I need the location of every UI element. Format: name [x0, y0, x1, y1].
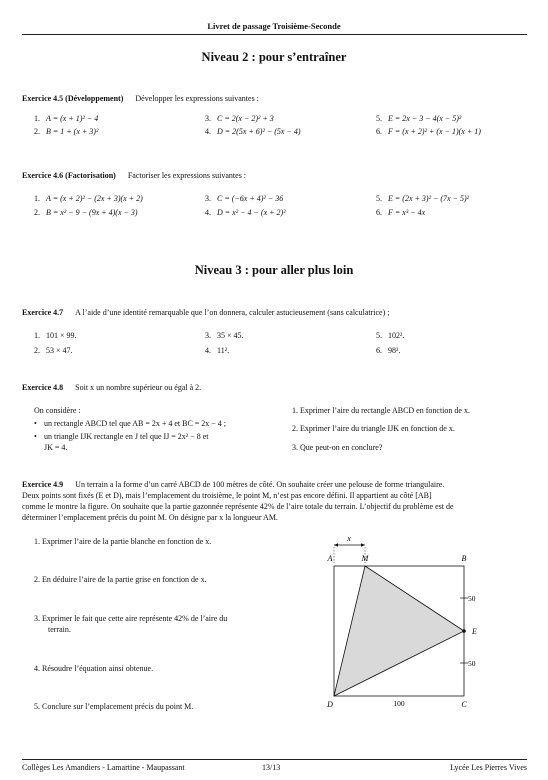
ex45-label: Exercice 4.5 (Développement)	[22, 94, 124, 103]
ex47-item-3: 3. 35 × 45.	[205, 331, 244, 340]
ex46-item-2: 2. B = x² − 9 − (9x + 4)(x − 3)	[34, 208, 138, 217]
ex48-bullet-1: • un rectangle ABCD tel que AB = 2x + 4 et BC = 2x − 4 ;	[34, 419, 227, 428]
ex45-heading	[22, 93, 527, 104]
label-d: D	[327, 700, 333, 709]
ex48-bullet-2: • un triangle IJK rectangle en J tel que IJ = 2x² − 8 et	[34, 432, 209, 441]
ex46-heading	[22, 170, 527, 181]
grey-triangle	[334, 566, 464, 696]
ex47-item-5: 5. 102².	[376, 331, 405, 340]
ex46-item-3: 3. C = (−6x + 4)² − 36	[205, 194, 284, 203]
ex48-consider: On considère :	[34, 406, 81, 415]
header-divider	[22, 34, 527, 35]
ex49-question-3: 3. Exprimer le fait que cette aire représente 42% de l’aire du	[34, 614, 228, 623]
ex49-label: Exercice 4.9	[22, 480, 64, 489]
ex45-item-1: 1. A = (x + 1)² − 4	[34, 114, 99, 123]
page-header-title: Livret de passage Troisième-Seconde	[207, 21, 341, 31]
label-m: M	[361, 554, 369, 563]
ex45-item-3: 3. C = 2(x − 2)² + 3	[205, 114, 274, 123]
ex47-item-2: 2. 53 × 47.	[34, 346, 73, 355]
niveau3-title: Niveau 3 : pour aller plus loin	[194, 263, 354, 277]
ex47-item-6: 6. 98².	[376, 346, 401, 355]
ex48-bullet-2-cont: JK = 4.	[44, 443, 68, 452]
point-e	[462, 629, 466, 633]
label-a: A	[327, 554, 333, 563]
label-x: x	[347, 534, 351, 543]
ex46-item-6: 6. F = x³ − 4x	[376, 208, 426, 217]
ex49-line-2: Deux points sont fixés (E et D), mais l’emplacement du troisième, le point M, n’est pas encore défini. Il appartient au côté [AB]	[22, 491, 432, 500]
ex49-line-4: déterminer l’emplacement précis du point M. On désigne par x la longueur AM.	[22, 513, 278, 522]
label-50-bottom: 50	[468, 659, 476, 668]
ex45-item-2: 2. B = 1 + (x + 3)²	[34, 127, 99, 136]
x-arrowhead-right	[361, 543, 365, 547]
label-b: B	[461, 554, 467, 563]
ex46-item-1: 1. A = (x + 2)² − (2x + 3)(x + 2)	[34, 194, 143, 203]
ex49-heading	[22, 479, 527, 490]
ex46-instruction: Factoriser les expressions suivantes :	[127, 171, 247, 180]
footer-divider	[22, 759, 527, 760]
ex45-item-4: 4. D = 2(5x + 6)² − (5x − 4)	[205, 127, 301, 136]
ex49-question-5: 5. Conclure sur l’emplacement précis du point M.	[34, 702, 194, 711]
ex48-question-2: 2. Exprimer l’aire du triangle IJK en fonction de x.	[292, 424, 455, 433]
ex49-question-3-cont: terrain.	[48, 625, 71, 634]
ex49-line-1: Un terrain a la forme d’un carré ABCD de 100 mètres de côté. On souhaite créer une pelouse de forme triangulaire.	[75, 480, 445, 489]
footer-page-number: 13/13	[262, 763, 281, 772]
ex48-heading	[22, 382, 527, 393]
ex48-label: Exercice 4.8	[22, 383, 64, 392]
ex46-item-4: 4. D = x² − 4 − (x + 2)²	[205, 208, 286, 217]
label-c: C	[461, 700, 467, 709]
label-e: E	[472, 627, 477, 636]
ex45-instruction: Développer les expressions suivantes :	[135, 94, 259, 103]
ex47-instruction: A l’aide d’une identité remarquable que l’on donnera, calculer astucieusement (sans calculatrice) ;	[75, 308, 390, 317]
ex47-heading	[22, 307, 527, 318]
niveau2-title: Niveau 2 : pour s’entraîner	[201, 50, 347, 64]
ex49-question-1: 1. Exprimer l’aire de la partie blanche en fonction de x.	[34, 537, 212, 546]
ex48-instruction: Soit x un nombre supérieur ou égal à 2.	[75, 383, 202, 392]
ex45-item-6: 6. F = (x + 2)² + (x − 1)(x + 1)	[376, 127, 481, 136]
ex46-item-5: 5. E = (2x + 3)² − (7x − 5)²	[376, 194, 470, 203]
ex47-label: Exercice 4.7	[22, 308, 64, 317]
label-50-top: 50	[468, 594, 476, 603]
footer-right: Lycée Les Pierres Vives	[450, 763, 527, 772]
footer-left: Collèges Les Amandiers - Lamartine - Maupassant	[22, 763, 185, 772]
label-100: 100	[393, 699, 405, 708]
ex49-question-4: 4. Résoudre l’équation ainsi obtenue.	[34, 664, 154, 673]
ex45-item-5: 5. E = 2x − 3 − 4(x − 5)²	[376, 114, 462, 123]
square-figure	[310, 530, 510, 712]
ex47-item-4: 4. 11².	[205, 346, 230, 355]
ex49-line-3: comme le montre la figure. On souhaite que la partie gazonnée représente 42% de l’aire totale du terrain. L’objectif du problème est de	[22, 502, 454, 511]
ex48-question-3: 3. Que peut-on en conclure?	[292, 443, 383, 452]
ex46-label: Exercice 4.6 (Factorisation)	[22, 171, 116, 180]
ex49-question-2: 2. En déduire l’aire de la partie grise en fonction de x.	[34, 575, 207, 584]
ex48-question-1: 1. Exprimer l’aire du rectangle ABCD en fonction de x.	[292, 406, 470, 415]
ex47-item-1: 1. 101 × 99.	[34, 331, 77, 340]
x-arrowhead-left	[334, 543, 338, 547]
